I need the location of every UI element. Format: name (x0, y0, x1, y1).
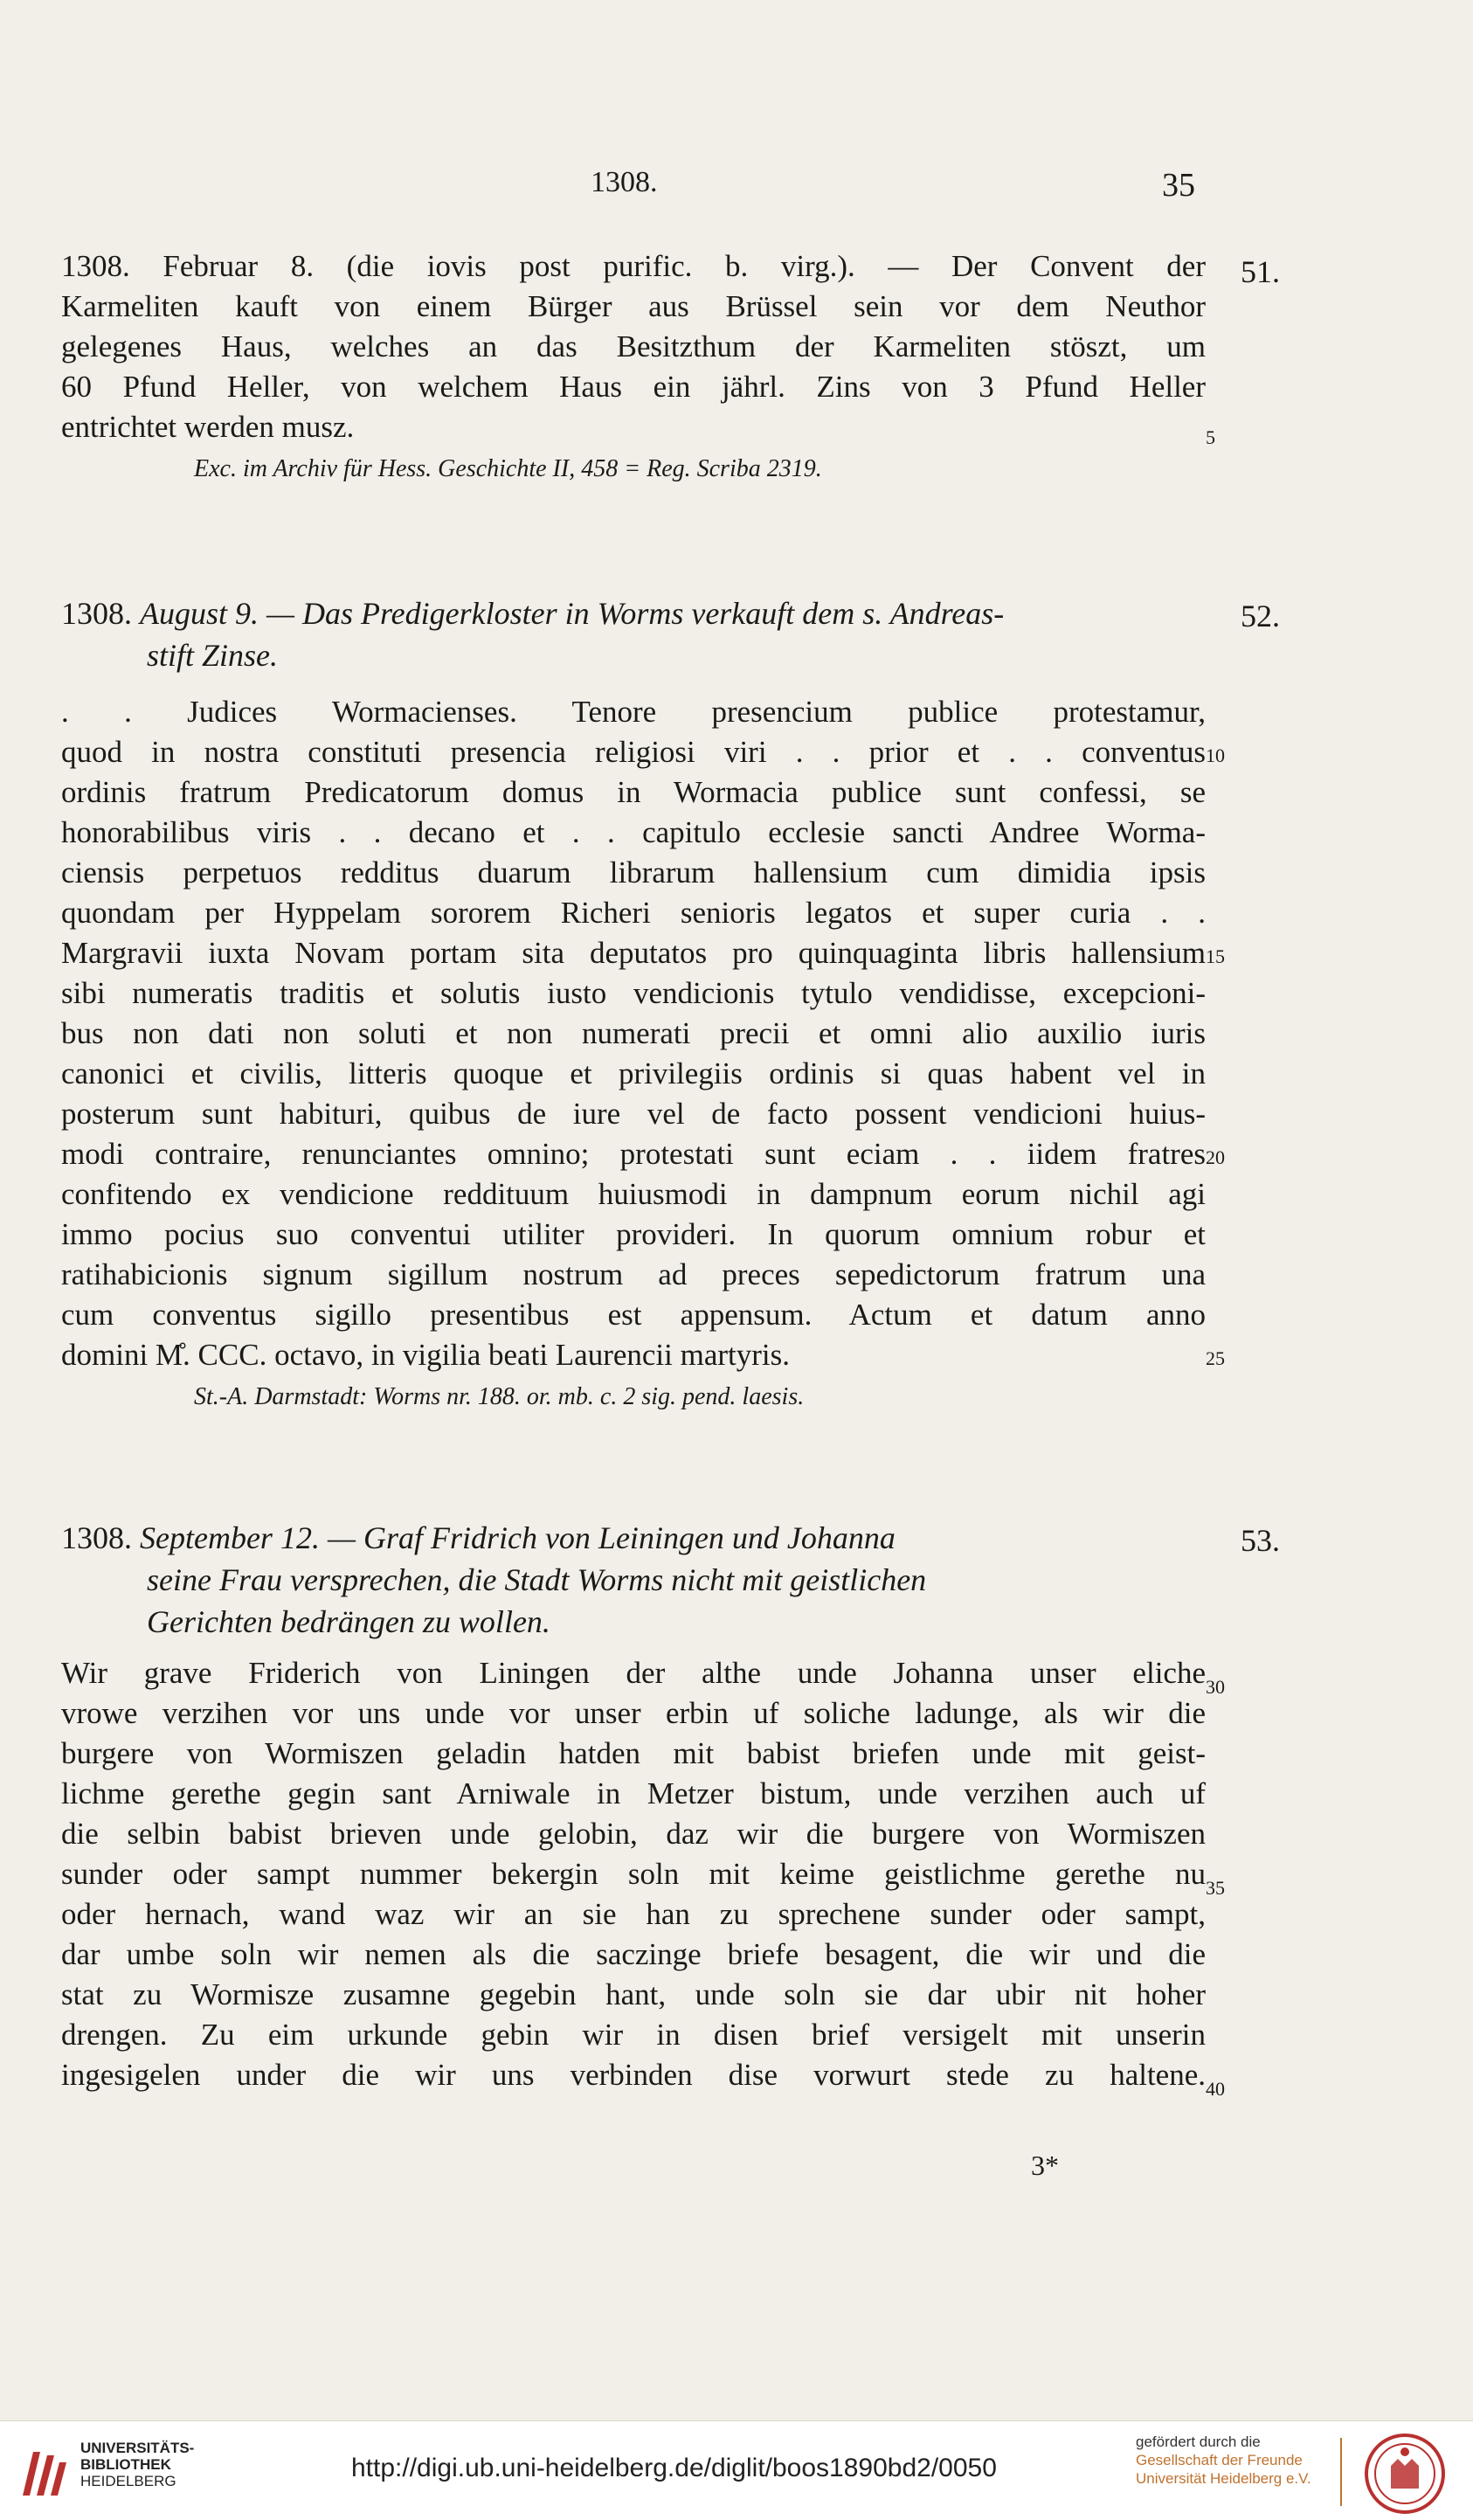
sponsor-lead: gefördert durch die (1136, 2433, 1261, 2450)
line-number: 10 (1206, 744, 1225, 766)
text-line: 60 Pfund Heller, von welchem Haus ein jährl. Zins von 3 Pfund Heller (61, 370, 1206, 404)
entry-53 (61, 1517, 1206, 2095)
text-line: immo pocius suo conventui utiliter provideri. In quorum omnium robur et (61, 1217, 1206, 1251)
text-line: sibi numeratis traditis et solutis iusto vendicionis tytulo vendidisse, excepcioni- (61, 976, 1206, 1010)
text-line: gelegenes Haus, welches an das Besitzthum der Karmeliten stöszt, um (61, 329, 1206, 363)
text-line: modi contraire, renunciantes omnino; protestati sunt eciam . . iidem fratres (61, 1137, 1206, 1171)
entry-title-cont: stift Zinse. (147, 638, 279, 673)
text-line: cum conventus sigillo presentibus est appensum. Actum et datum anno (61, 1298, 1206, 1332)
text-line: die selbin babist brieven unde gelobin, daz wir die burgere von Wormiszen (61, 1817, 1206, 1851)
text-line: Karmeliten kauft von einem Bürger aus Brüssel sein vor dem Neuthor (61, 289, 1206, 323)
entry-year: 1308. (61, 1520, 132, 1555)
entry-title: August 9. — Das Predigerkloster in Worms verkauft dem s. Andreas- (140, 596, 1005, 631)
text-line: oder hernach, wand waz wir an sie han zu sprechene sunder oder sampt, (61, 1897, 1206, 1931)
library-name-line: HEIDELBERG (80, 2473, 176, 2489)
text-line: bus non dati non soluti et non numerati precii et omni alio auxilio iuris (61, 1016, 1206, 1050)
text-line: lichme gerethe gegin sant Arniwale in Metzer bistum, unde verzihen auch uf (61, 1776, 1206, 1810)
library-name-line: UNIVERSITÄTS- (80, 2440, 195, 2456)
university-seal-icon (1356, 2431, 1454, 2517)
footer-divider (1340, 2438, 1342, 2506)
line-number: 5 (1206, 426, 1215, 448)
library-logo-icon (16, 2443, 72, 2504)
entry-number-53: 53. (1241, 1523, 1280, 1558)
text-line: ordinis fratrum Predicatorum domus in Wormacia publice sunt confessi, se (61, 775, 1206, 809)
sponsor-text (1136, 2433, 1311, 2488)
text-line: entrichtet werden musz. (61, 410, 355, 444)
text-line: dar umbe soln wir nemen als die saczinge briefe besagent, die wir und die (61, 1937, 1206, 1971)
entry-title-cont: seine Frau versprechen, die Stadt Worms nicht mit geistlichen (147, 1562, 927, 1597)
entry-number-52: 52. (1241, 599, 1280, 633)
text-line: canonici et civilis, litteris quoque et privilegiis ordinis si quas habent vel in (61, 1056, 1206, 1090)
text-line: ingesigelen under die wir uns verbinden dise vorwurt stede zu haltene. (61, 2058, 1206, 2092)
text-line: quondam per Hyppelam sororem Richeri senioris legatos et super curia . . (61, 896, 1206, 930)
sponsor-org: Universität Heidelberg e.V. (1136, 2470, 1311, 2487)
text-line: quod in nostra constituti presencia religiosi viri . . prior et . . conventus (61, 735, 1206, 769)
text-line: . . Judices Wormacienses. Tenore presencium publice protestamur, (61, 695, 1206, 729)
entry-title-cont: Gerichten bedrängen zu wollen. (147, 1604, 550, 1639)
source-citation: Exc. im Archiv für Hess. Geschichte II, 458 = Reg. Scriba 2319. (194, 455, 822, 482)
line-number: 15 (1206, 945, 1225, 967)
line-number: 40 (1206, 2078, 1225, 2100)
entry-heading: 1308. Februar 8. (die iovis post purific. b. virg.). — Der Convent der (61, 249, 1206, 283)
text-line: sunder oder sampt nummer bekergin soln mit keime geistlichme gerethe nu (61, 1857, 1206, 1891)
line-number: 30 (1206, 1676, 1225, 1698)
text-line: stat zu Wormisze zusamne gegebin hant, unde soln sie dar ubir nit hoher (61, 1977, 1206, 2011)
text-line: ratihabicionis signum sigillum nostrum ad preces sepedictorum fratrum una (61, 1257, 1206, 1291)
page-number: 35 (1162, 167, 1195, 204)
running-head (0, 166, 1473, 210)
text-line: vrowe verzihen vor uns unde vor unser erbin uf soliche ladunge, als wir die (61, 1696, 1206, 1730)
signature-mark: 3* (1031, 2150, 1059, 2181)
text-line: drengen. Zu eim urkunde gebin wir in disen brief versigelt mit unserin (61, 2018, 1206, 2052)
entry-heading (61, 592, 1206, 634)
text-line: Margravii iuxta Novam portam sita deputatos pro quinquaginta libris hallensium (61, 936, 1206, 970)
text-line: ciensis perpetuos redditus duarum librarum hallensium cum dimidia ipsis (61, 855, 1206, 890)
line-number: 20 (1206, 1146, 1225, 1168)
line-number: 25 (1206, 1347, 1225, 1369)
text-line: burgere von Wormiszen geladin hatden mit babist briefen unde mit geist- (61, 1736, 1206, 1770)
entry-title: September 12. — Graf Fridrich von Leiningen und Johanna (140, 1520, 896, 1555)
sponsor-org: Gesellschaft der Freunde (1136, 2452, 1303, 2468)
entry-51 (61, 246, 1206, 491)
entry-52 (61, 592, 1206, 1419)
library-name-line: BIBLIOTHEK (80, 2456, 171, 2473)
entry-year: 1308. (61, 596, 132, 631)
library-name (80, 2440, 194, 2489)
line-number: 35 (1206, 1877, 1225, 1899)
entry-number-51: 51. (1241, 254, 1280, 289)
running-head-title: 1308. (591, 166, 658, 198)
text-line: posterum sunt habituri, quibus de iure vel de facto possent vendicioni huius- (61, 1097, 1206, 1131)
text-line: honorabilibus viris . . decano et . . capitulo ecclesie sancti Andree Worma- (61, 815, 1206, 849)
entry-heading (61, 1517, 1206, 1559)
text-line: Wir grave Friderich von Liningen der althe unde Johanna unser eliche (61, 1656, 1206, 1690)
source-citation: St.-A. Darmstadt: Worms nr. 188. or. mb. c. 2 sig. pend. laesis. (194, 1383, 805, 1410)
text-line: confitendo ex vendicione reddituum huiusmodi in dampnum eorum nichil agi (61, 1177, 1206, 1211)
document-url-link[interactable]: http://digi.ub.uni-heidelberg.de/diglit/boos1890bd2/0050 (351, 2454, 997, 2482)
text-line: domini M̊. CCC. octavo, in vigilia beati Laurencii martyris. (61, 1338, 791, 1372)
